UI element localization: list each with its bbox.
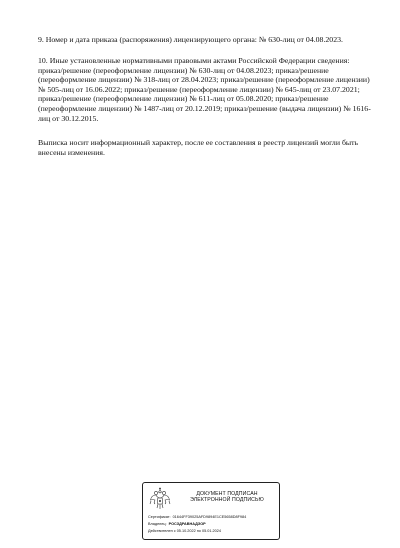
stamp-title [177, 491, 277, 504]
electronic-signature-stamp [142, 482, 280, 540]
stamp-title-line-1: ДОКУМЕНТ ПОДПИСАН [196, 491, 258, 497]
stamp-owner-line [148, 522, 278, 527]
certificate-label: Сертификат: [148, 515, 171, 519]
certificate-value: 01644FF39025AFD9894E1CE5658D8F984 [172, 515, 247, 519]
item-9-order-number: 9. Номер и дата приказа (распоряжения) лицензирующего органа: № 630-лиц от 04.08.2023. [38, 35, 343, 44]
owner-value: РОСЗДРАВНАДЗОР [168, 522, 206, 526]
stamp-validity-line: Действителен с 05.10.2022 по 05.01.2024 [148, 529, 221, 533]
item-10-other-information: 10. Иные установленные нормативными правовыми актами Российской Федерации сведения: приказ/решение (переоформление лицензии) № 630-лиц от 04.08.2023; приказ/решение (переоформление лицензии) № 318-лиц от 28.04.2023; приказ/решение (переоформление лицензии) № 505-лиц от 16.06.2022; приказ/решение (переоформление лицензии) № 645-лиц от 23.07.2021; приказ/решение (переоформление лицензии) № 611-лиц от 05.08.2020; приказ/решение (переоформление лицензии) № 1487-лиц от 20.12.2019; приказ/решение (выдача лицензии) № 1616-лиц от 30.12.2015. [38, 56, 371, 123]
russian-coat-of-arms-icon [149, 487, 171, 511]
stamp-title-line-2: ЭЛЕКТРОННОЙ ПОДПИСЬЮ [190, 497, 264, 504]
stamp-certificate-line [148, 515, 278, 520]
owner-label: Владелец: [148, 522, 167, 526]
disclaimer-text: Выписка носит информационный характер, после ее составления в реестр лицензий могли быть внесены изменения. [38, 138, 359, 157]
